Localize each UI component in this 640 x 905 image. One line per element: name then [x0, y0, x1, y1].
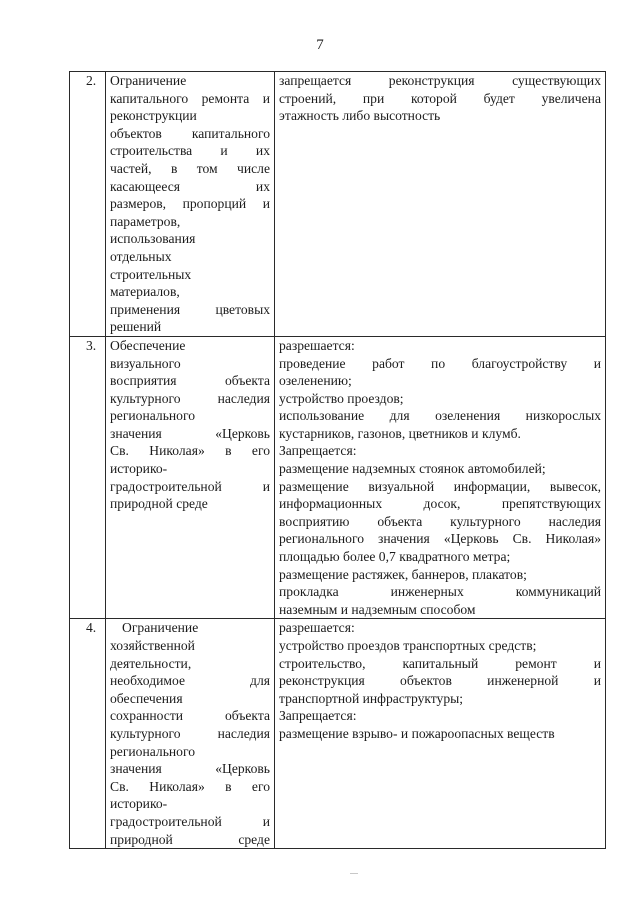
restriction-name-line: Обеспечение [110, 337, 186, 353]
row-number: 2. [70, 72, 106, 337]
row-number: 3. [70, 336, 106, 619]
restriction-name-line: культурного наследия [110, 390, 270, 406]
restriction-text-line: кустарников, газонов, цветников и клумб. [279, 425, 521, 441]
restriction-name-line: градостроительной и [110, 813, 270, 829]
table-row [70, 619, 606, 849]
restriction-name-line: хозяйственной [110, 638, 195, 653]
restriction-name-line: размеров, пропорций и [110, 196, 270, 212]
restriction-text-line: наземным и надземным способом [279, 601, 476, 617]
restriction-text-line: Запрещается: [279, 443, 357, 459]
restrictions-table [69, 71, 606, 849]
restriction-name-cell [106, 336, 275, 619]
restriction-name-line: природной среде [110, 496, 208, 512]
restriction-text-cell [275, 336, 606, 619]
restriction-text-line: Запрещается: [279, 708, 357, 724]
page-number: 7 [316, 37, 324, 53]
restriction-name-line: решений [110, 319, 162, 335]
restriction-name-line: природной среде [110, 831, 270, 847]
restriction-name-line: сохранности объекта [110, 708, 270, 724]
restriction-name-line: регионального [110, 408, 195, 424]
restriction-name-line: Ограничение [110, 73, 187, 88]
restriction-text-line: проведение работ по благоустройству и [279, 355, 601, 371]
restriction-name-line: значения «Церковь [110, 761, 270, 777]
restriction-text-line: использование для озеленения низкорослых [279, 408, 601, 424]
restriction-name-line: капитального ремонта и [110, 90, 270, 106]
restriction-text-line: размещение визуальной информации, вывесок, [279, 478, 601, 494]
table-row [70, 336, 606, 619]
restriction-name-line: восприятия объекта [110, 373, 270, 389]
restriction-text-line: устройство проездов транспортных средств; [279, 638, 537, 653]
restriction-text-line: строительство, капитальный ремонт и [279, 655, 601, 671]
restriction-name-line: регионального [110, 743, 195, 759]
restriction-name-line: объектов капитального [110, 125, 270, 141]
restriction-name-line: Св. Николая» в его [110, 443, 270, 459]
table-row [70, 72, 606, 337]
restriction-text-line: запрещается реконструкция существующих [279, 73, 601, 88]
restriction-text-cell [275, 619, 606, 849]
restriction-name-line: необходимое для [110, 673, 270, 689]
restriction-name-line: частей, в том числе [110, 160, 270, 176]
restriction-text-line: транспортной инфраструктуры; [279, 690, 464, 706]
restriction-name-line: параметров, [110, 213, 181, 229]
restriction-text-line: размещение надземных стоянок автомобилей; [279, 461, 546, 477]
restriction-text-line: площадью более 0,7 квадратного метра; [279, 549, 511, 565]
restriction-text-line: прокладка инженерных коммуникаций [279, 584, 601, 600]
restriction-name-line: строительства и их [110, 143, 270, 159]
restriction-name-cell [106, 619, 275, 849]
restriction-text-line: размещение растяжек, баннеров, плакатов; [279, 566, 527, 582]
restriction-name-line: Ограничение [122, 620, 199, 636]
restriction-name-line: касающееся их [110, 178, 270, 194]
restriction-text-line: разрешается: [279, 337, 355, 353]
restriction-name-line: обеспечения [110, 690, 183, 706]
restriction-name-line: визуального [110, 355, 181, 371]
restriction-name-cell [106, 72, 275, 337]
restriction-name-line: применения цветовых [110, 301, 270, 317]
restriction-text-line: размещение взрыво- и пожароопасных веществ [279, 725, 555, 741]
restriction-text-cell [275, 72, 606, 337]
restriction-name-line: историко- [110, 461, 168, 477]
row-number: 4. [70, 619, 106, 849]
restriction-name-line: отдельных [110, 248, 172, 264]
restriction-name-line: реконструкции [110, 108, 197, 124]
restriction-text-line: этажность либо высотность [279, 108, 441, 124]
restriction-text-line: информационных досок, препятствующих [279, 496, 601, 512]
restriction-name-line: Св. Николая» в его [110, 778, 270, 794]
restriction-name-line: деятельности, [110, 655, 192, 671]
restriction-text-line: регионального значения «Церковь Св. Николая» [279, 531, 601, 547]
restriction-text-line: озеленению; [279, 373, 352, 389]
restriction-text-line: устройство проездов; [279, 390, 404, 406]
restriction-text-line: восприятию объекта культурного наследия [279, 513, 601, 529]
restriction-text-line: разрешается: [279, 620, 355, 636]
restriction-name-line: историко- [110, 796, 168, 812]
restriction-name-line: значения «Церковь [110, 425, 270, 441]
restriction-name-line: градостроительной и [110, 478, 270, 494]
restriction-name-line: материалов, [110, 284, 180, 300]
restriction-name-line: культурного наследия [110, 725, 270, 741]
restriction-text-line: реконструкция объектов инженерной и [279, 673, 601, 689]
restriction-text-line: строений, при которой будет увеличена [279, 90, 601, 106]
restriction-name-line: строительных [110, 266, 192, 282]
restriction-name-line: использования [110, 231, 196, 247]
scan-speck [350, 873, 358, 874]
